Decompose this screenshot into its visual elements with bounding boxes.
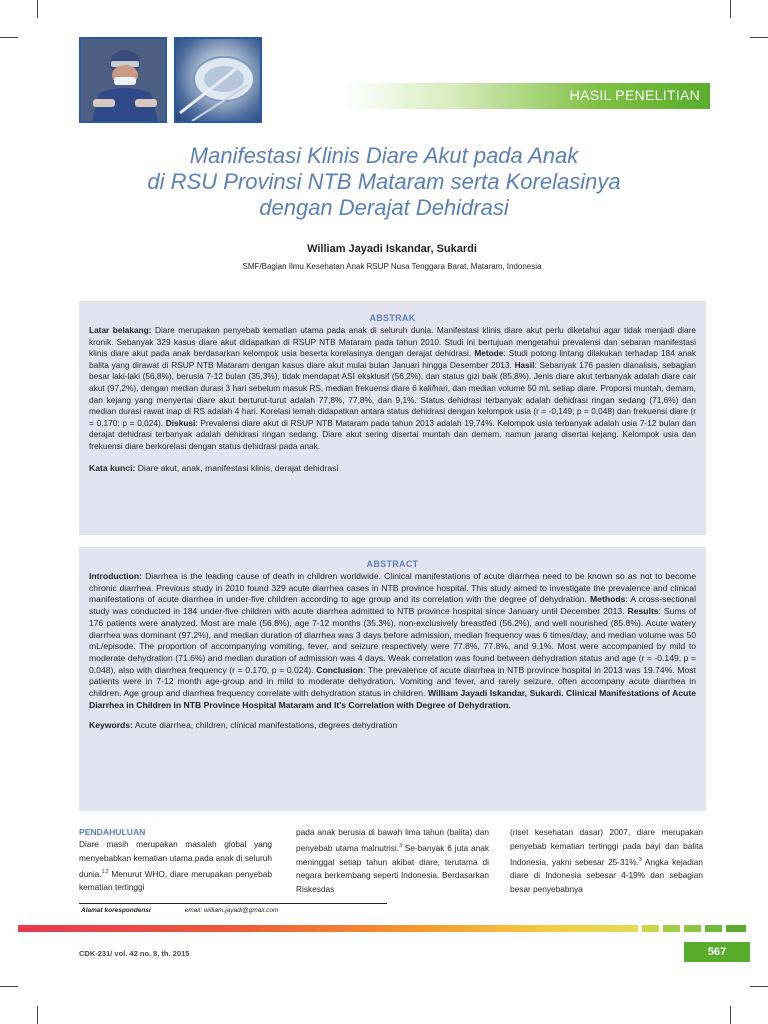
body-text: Diare masih merupakan masalah global yang menyebabkan kematian utama pada anak di seluruh dunia. xyxy=(79,839,272,879)
abstrak-body xyxy=(89,325,696,453)
body-text: Angka kejadian diare di Indonesia sebesar 4-19% dan sebagian besar penyebabnya xyxy=(510,856,703,895)
abstract-body xyxy=(89,571,696,711)
title-line: dengan Derajat Dehidrasi xyxy=(259,195,509,220)
crop-mark xyxy=(730,1006,731,1024)
title-line: Manifestasi Klinis Diare Akut pada Anak xyxy=(189,143,579,168)
crop-mark xyxy=(37,1006,38,1024)
section-label: HASIL PENELITIAN xyxy=(569,87,700,103)
crop-mark xyxy=(0,37,18,38)
abstract-heading: ABSTRACT xyxy=(366,559,419,569)
abstrak-keywords-text: Diare akut, anak, manifestasi klinis, derajat dehidrasi xyxy=(135,462,339,473)
reference-marker: 1,2 xyxy=(101,868,109,875)
abstrak-metode-text: : Studi potong lintang dilakukan terhadap 184 anak balita yang dirawat di RSUP NTB Mataram dengan kasus diare akut mulai bulan Januari hingga Desember 2013. xyxy=(89,348,696,370)
abstract-conclusion-label: Conclusion xyxy=(316,664,364,675)
crop-mark xyxy=(730,0,731,18)
footer-square xyxy=(663,925,680,932)
pendahuluan-heading: PENDAHULUAN xyxy=(79,827,146,837)
footer-square xyxy=(726,925,746,932)
abstract-intro-label: Introduction: xyxy=(89,571,142,581)
abstract-box xyxy=(79,547,706,811)
body-text: Se-banyak 6 juta anak meninggal setiap tahun akibat diare, terutama di negara berkembang seperti Indonesia. Berdasarkan Riskesdas xyxy=(296,842,489,895)
instruments-photo xyxy=(174,37,262,123)
journal-info: CDK-231/ vol. 42 no. 8, th. 2015 xyxy=(79,949,190,958)
instruments-illustration xyxy=(176,39,262,123)
body-text: (riset kesehatan dasar) 2007, diare merupakan penyebab kematian tertinggi pada bayi dan balita Indonesia, yakni sebesar 25-31%. xyxy=(510,827,703,867)
crop-mark xyxy=(750,37,768,38)
abstract-keywords-text: Acute diarrhea, children, clinical manifestations, degrees dehydration xyxy=(132,720,398,731)
footer-square xyxy=(705,925,722,932)
footer-square xyxy=(642,925,659,932)
abstract-results-label: Results xyxy=(627,606,659,617)
reference-marker: 3 xyxy=(399,842,402,849)
page-number: 567 xyxy=(684,942,750,962)
abstract-citation: William Jayadi Iskandar, Sukardi. Clinical Manifestations of Acute Diarrhea in Children in NTB Province Hospital Mataram and It's Correlation with Degree of Dehydration. xyxy=(89,688,696,710)
reference-marker: 3 xyxy=(638,856,642,863)
correspondence-email[interactable]: email: william.jayadi@gmail.com xyxy=(184,907,279,914)
abstrak-box xyxy=(79,301,706,535)
body-column-1 xyxy=(79,826,272,895)
article-title xyxy=(70,143,698,221)
abstrak-keywords-label: Kata kunci: xyxy=(89,462,136,473)
abstrak-latar-label: Latar belakang: xyxy=(89,325,152,335)
abstrak-diskusi-text: : Prevalensi diare akut di RSUP NTB Mataram pada tahun 2013 adalah 19,74%. Kelompok usia terbanyak adalah usia 7-12 bulan dan derajat dehidrasi terbanyak adalah dehidrasi ringan sedang. Diare akut sering disertai muntah dan demam, namun jarang disertai kejang. Kelompok usia dan frekuensi diare berkorelasi dengan status dehidrasi pada anak. xyxy=(89,417,696,451)
body-text: pada anak berusia di bawah lima tahun (balita) dan penyebab utama malnutrisi. xyxy=(296,827,489,853)
body-column-3 xyxy=(510,826,703,897)
abstrak-metode-label: Metode xyxy=(474,348,504,359)
abstract-results-text: : Sums of 176 patients were analyzed. Most are male (56.8%), age 7-12 months (35.3%), non-exclusively breastfed (56.2%), and well nourished (85.8%). Acute watery diarrhea was dominant (97.2%), and median duration of diarrhea was 3 days before admission, median frequency was 6 times/day, and median volume was 50 mL/episode. The proportion of accompanying vomiting, fever, and seizure respectively were 77.8%, 77.8%, and 9.1%. Most were accompanied by mild to moderate dehydration (71.6%) and median duration of admission was 4 days. Weak correlation was found between dehydration status and age (r = -0.149, p = 0.048), also with diarrhea frequency (r = 0.170, p = 0.024). xyxy=(89,606,697,675)
abstract-methods-label: Methods xyxy=(590,594,626,605)
abstract-intro-text: Diarrhea is the leading cause of death in children worldwide. Clinical manifestations of acute diarrhea need to be known so as not to become chronic diarrhea. Previous study in 2010 found 329 acute diarrhea cases in NTB province hospital. This study aimed to investigate the prevalence and clinical manifestations of acute diarrhea in under-five children according to age group and its correlation with the degree of dehydration. xyxy=(89,571,696,605)
abstrak-heading: ABSTRAK xyxy=(369,313,416,323)
correspondence-label: Alamat korespondensi xyxy=(81,907,151,914)
affiliation: SMF/Bagian Ilmu Kesehatan Anak RSUP Nusa Tenggara Barat, Mataram, Indonesia xyxy=(242,262,542,271)
abstrak-hasil-label: Hasil xyxy=(514,359,535,370)
section-header-bar xyxy=(344,83,710,109)
correspondence xyxy=(81,907,278,914)
abstrak-latar-text: Diare merupakan penyebab kematian utama pada anak di seluruh dunia. Manifestasi klinis diare akut perlu diketahui agar tidak menjadi diare kronik. Sebanyak 329 kasus diare akut didapatkan di RSUP NTB Mataram pada tahun 2010. Studi ini bertujuan mengetahui prevalensi dan sebaran manifestasi klinis diare akut pada anak berdasarkan kelompok usia beserta korelasinya dengan derajat dehidrasi. xyxy=(89,325,697,359)
body-text: Menurut WHO, diare merupakan penyebab kematian tertinggi xyxy=(79,868,272,893)
surgeon-illustration xyxy=(81,39,167,123)
abstract-keywords-label: Keywords: xyxy=(89,720,133,731)
crop-mark xyxy=(0,986,18,987)
footer-square xyxy=(684,925,701,932)
crop-mark xyxy=(750,986,768,987)
title-line: di RSU Provinsi NTB Mataram serta Korelasinya xyxy=(147,169,621,194)
abstrak-keywords xyxy=(89,462,696,474)
abstract-keywords xyxy=(89,720,696,732)
authors: William Jayadi Iskandar, Sukardi xyxy=(307,243,477,255)
abstrak-diskusi-label: Diskusi xyxy=(165,417,196,428)
crop-mark xyxy=(37,0,38,18)
abstract-conclusion-text: : The prevalence of acute diarrhea in NTB province hospital in 2013 was 19.74%. Most patients were in 7-12 month age-group and in mild to moderate dehydration. Vomiting and fever, and rarely seizure, often accompany acute diarrhea in children. Age group and diarrhea frequency correlate with dehydration status in children. xyxy=(89,664,696,699)
surgeon-photo xyxy=(79,37,167,123)
abstract-methods-text: : A cross-sectional study was conducted in 184 under-five children with acute diarrhea admitted to NTB province hospital since January until December 2013. xyxy=(89,594,696,617)
body-column-2 xyxy=(296,826,489,897)
footer-color-bar xyxy=(18,925,638,932)
abstrak-hasil-text: : Sebanyak 176 pasien dianalisis, sebagian besar laki-laki (56,8%), berusia 7-12 bulan (35,3%), tidak mendapat ASI eksklusif (56,2%), dan status gizi baik (85,8%). Jenis diare akut terbanyak adalah diare cair akut (97,2%), dengan median durasi 3 hari sebelum masuk RS, median frekuensi diare 6 kali/hari, dan median volume 50 mL setiap diare. Proporsi muntah, demam, dan kejang yang menyertai diare akut berturut-turut adalah 77,8%, 77,8%, dan 9,1%. Status dehidrasi terbanyak adalah dehidrasi ringan sedang (71,6%) dan median durasi rawat inap di RS adalah 4 hari. Korelasi lemah didapatkan antara status dehidrasi dengan kelompok usia (r = -0,149; p = 0,048) dan frekuensi diare (r = 0,170; p = 0,024). xyxy=(89,359,696,428)
divider xyxy=(79,903,387,904)
